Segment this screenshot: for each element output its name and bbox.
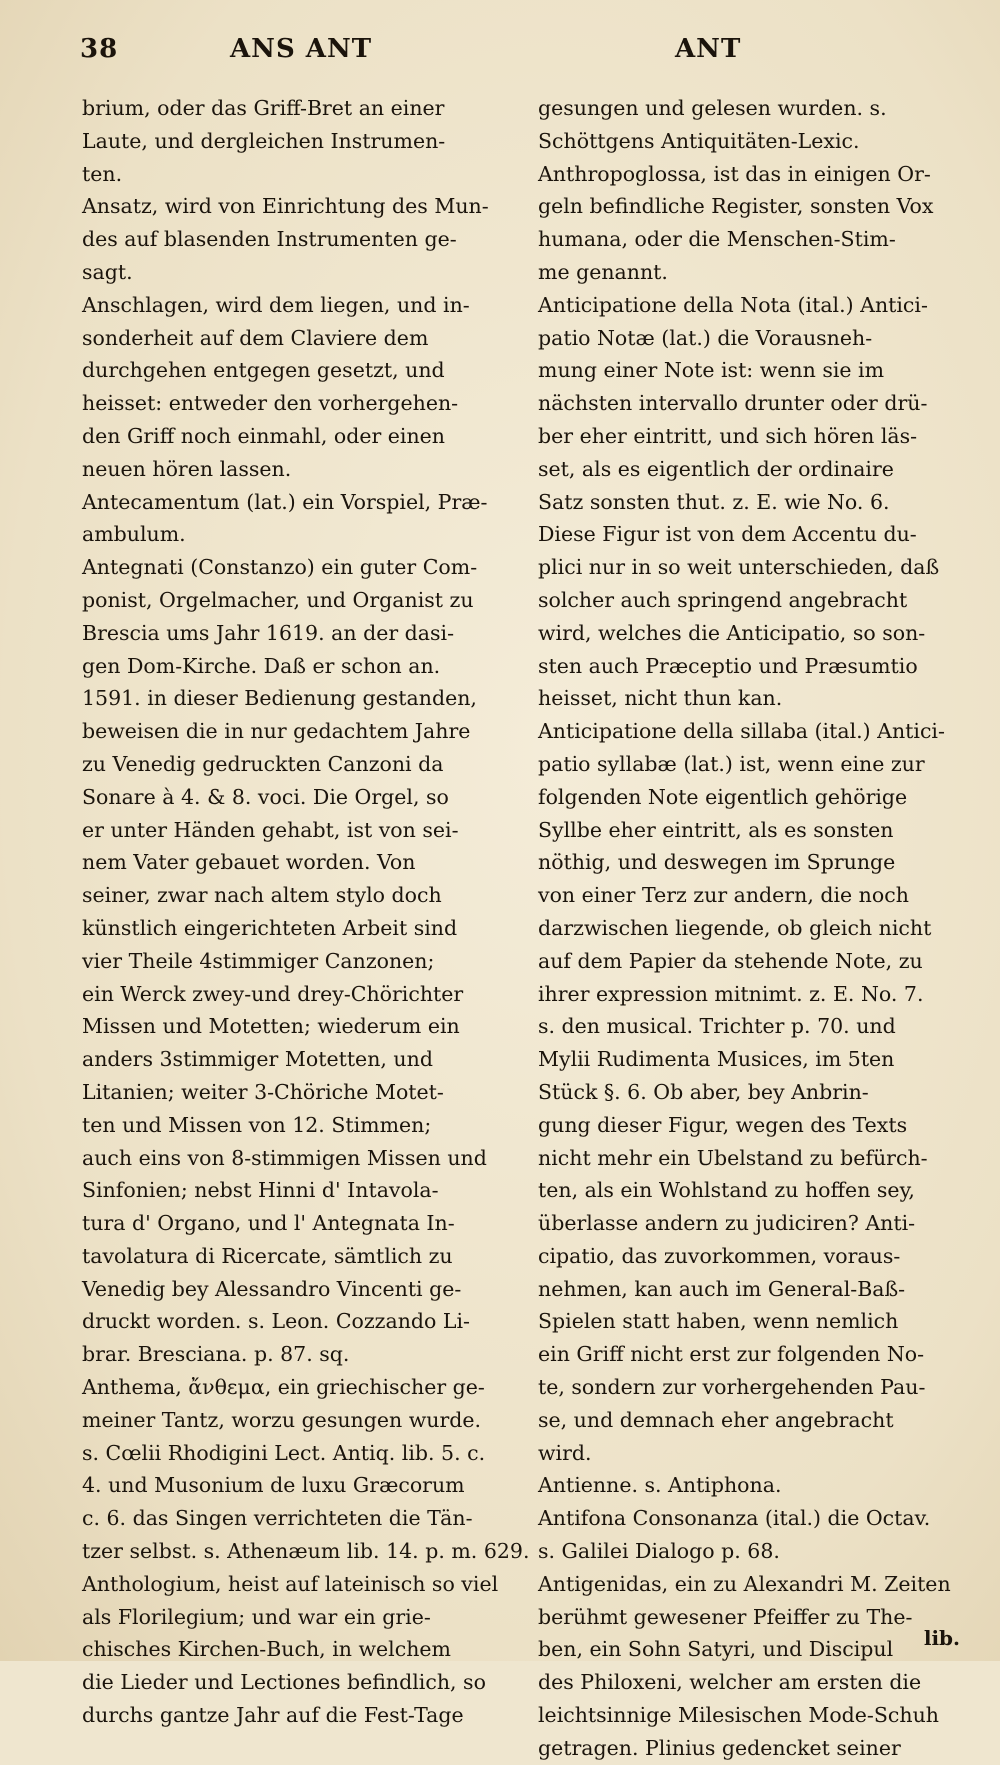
entry-line: 1591. in dieser Bedienung gestanden, bbox=[82, 686, 477, 711]
running-head-right: ANT bbox=[675, 34, 742, 64]
entry-line: seiner, zwar nach altem stylo doch bbox=[82, 883, 442, 908]
entry-line: ten und Missen von 12. Stimmen; bbox=[82, 1112, 432, 1137]
entry-line: Satz sonsten thut. z. E. wie No. 6. bbox=[538, 489, 890, 514]
entry-line: Mylii Rudimenta Musices, im 5ten bbox=[538, 1047, 895, 1072]
entry-line: brar. Bresciana. p. 87. sq. bbox=[82, 1342, 350, 1367]
entry-line: s. Cœlii Rhodigini Lect. Antiq. lib. 5. c. bbox=[82, 1440, 486, 1465]
dictionary-entry bbox=[538, 92, 960, 158]
dictionary-entry bbox=[82, 1568, 512, 1732]
dictionary-entry bbox=[538, 158, 960, 289]
running-head-left: ANS ANT bbox=[230, 34, 373, 64]
entry-line: berühmt gewesener Pfeiffer zu The- bbox=[538, 1604, 913, 1629]
dictionary-entry bbox=[538, 1568, 960, 1765]
entry-line: solcher auch springend angebracht bbox=[538, 587, 908, 612]
dictionary-entry bbox=[82, 92, 512, 190]
entry-line: geln befindliche Register, sonsten Vox bbox=[538, 194, 934, 219]
entry-line: Venedig bey Alessandro Vincenti ge- bbox=[82, 1276, 462, 1301]
entry-line: Anthologium, heist auf lateinisch so viel bbox=[82, 1571, 499, 1596]
entry-line: te, sondern zur vorhergehenden Pau- bbox=[538, 1375, 926, 1400]
entry-line: s. Galilei Dialogo p. 68. bbox=[538, 1539, 780, 1564]
entry-line: gung dieser Figur, wegen des Texts bbox=[538, 1112, 908, 1137]
entry-line: Litanien; weiter 3-Chöriche Motet- bbox=[82, 1079, 444, 1104]
entry-line: mung einer Note ist: wenn sie im bbox=[538, 358, 885, 383]
entry-line: Anticipatione della Nota (ital.) Antici- bbox=[538, 292, 928, 317]
entry-line: auch eins von 8-stimmigen Missen und bbox=[82, 1145, 487, 1170]
entry-line: 4. und Musonium de luxu Græcorum bbox=[82, 1473, 465, 1498]
entry-line: nöthig, und deswegen im Sprunge bbox=[538, 850, 896, 875]
entry-line: auf dem Papier da stehende Note, zu bbox=[538, 948, 923, 973]
dictionary-entry bbox=[82, 289, 512, 486]
entry-line: Sinfonien; nebst Hinni d' Intavola- bbox=[82, 1178, 439, 1203]
dictionary-entry bbox=[82, 190, 512, 288]
dictionary-entry bbox=[82, 1371, 530, 1568]
page-number: 38 bbox=[80, 34, 119, 64]
entry-line: sonderheit auf dem Claviere dem bbox=[82, 325, 429, 350]
dictionary-entry bbox=[82, 551, 512, 1371]
entry-line: ten. bbox=[82, 161, 123, 186]
entry-line: Antegnati (Constanzo) ein guter Com- bbox=[82, 555, 478, 580]
entry-line: überlasse andern zu judiciren? Anti- bbox=[538, 1211, 916, 1236]
entry-line: Antifona Consonanza (ital.) die Octav. bbox=[538, 1506, 931, 1531]
entry-line: gesungen und gelesen wurden. s. bbox=[538, 96, 887, 120]
entry-line: gen Dom-Kirche. Daß er schon an. bbox=[82, 653, 441, 678]
entry-line: sagt. bbox=[82, 259, 133, 284]
page-header bbox=[80, 34, 940, 74]
entry-line: Antecamentum (lat.) ein Vorspiel, Præ- bbox=[82, 489, 488, 514]
entry-line: durchgehen entgegen gesetzt, und bbox=[82, 358, 445, 383]
catchword: lib. bbox=[923, 1626, 960, 1650]
entry-line: ponist, Orgelmacher, und Organist zu bbox=[82, 587, 474, 612]
entry-line: Laute, und dergleichen Instrumen- bbox=[82, 128, 446, 153]
entry-line: c. 6. das Singen verrichteten die Tän- bbox=[82, 1506, 473, 1531]
entry-line: durchs gantze Jahr auf die Fest-Tage bbox=[82, 1703, 464, 1728]
entry-line: humana, oder die Menschen-Stim- bbox=[538, 227, 896, 252]
entry-line: cipatio, das zuvorkommen, voraus- bbox=[538, 1243, 901, 1268]
entry-line: die Lieder und Lectiones befindlich, so bbox=[82, 1670, 486, 1695]
entry-line: vier Theile 4stimmiger Canzonen; bbox=[82, 948, 435, 973]
entry-line: Stück §. 6. Ob aber, bey Anbrin- bbox=[538, 1079, 869, 1104]
entry-line: tzer selbst. s. Athenæum lib. 14. p. m. 629. bbox=[82, 1539, 530, 1564]
entry-line: zu Venedig gedruckten Canzoni da bbox=[82, 751, 444, 776]
entry-line: ten, als ein Wohlstand zu hoffen sey, bbox=[538, 1178, 915, 1203]
entry-line: patio syllabæ (lat.) ist, wenn eine zur bbox=[538, 751, 925, 776]
entry-line: anders 3stimmiger Motetten, und bbox=[82, 1047, 433, 1072]
entry-line: Anticipatione della sillaba (ital.) Antici- bbox=[538, 719, 945, 744]
entry-line: künstlich eingerichteten Arbeit sind bbox=[82, 915, 458, 940]
entry-line: Brescia ums Jahr 1619. an der dasi- bbox=[82, 620, 454, 645]
entry-line: als Florilegium; und war ein grie- bbox=[82, 1604, 431, 1629]
entry-line: tavolatura di Ricercate, sämtlich zu bbox=[82, 1243, 453, 1268]
entry-line: wird. bbox=[538, 1440, 592, 1465]
entry-line: ein Griff nicht erst zur folgenden No- bbox=[538, 1342, 925, 1367]
entry-line: nem Vater gebauet worden. Von bbox=[82, 850, 416, 875]
entry-line: Anthropoglossa, ist das in einigen Or- bbox=[538, 161, 931, 186]
entry-line: von einer Terz zur andern, die noch bbox=[538, 883, 909, 908]
entry-line: plici nur in so weit unterschieden, daß bbox=[538, 555, 940, 580]
entry-line: nächsten intervallo drunter oder drü- bbox=[538, 391, 928, 416]
entry-line: Diese Figur ist von dem Accentu du- bbox=[538, 522, 917, 547]
dictionary-entry bbox=[82, 486, 512, 552]
entry-line: sten auch Præceptio und Præsumtio bbox=[538, 653, 918, 678]
entry-line: getragen. Plinius gedencket seiner bbox=[538, 1735, 901, 1760]
entry-line: ber eher eintritt, und sich hören läs- bbox=[538, 423, 918, 448]
dictionary-entry bbox=[538, 1502, 960, 1568]
entry-line: er unter Händen gehabt, ist von sei- bbox=[82, 817, 459, 842]
entry-line: tura d' Organo, und l' Antegnata In- bbox=[82, 1211, 455, 1236]
entry-line: Anthema, ἄνθεμα, ein griechischer ge- bbox=[82, 1375, 485, 1400]
entry-line: Antigenidas, ein zu Alexandri M. Zeiten bbox=[538, 1571, 951, 1596]
entry-line: ihrer expression mitnimt. z. E. No. 7. bbox=[538, 981, 924, 1006]
entry-line: wird, welches die Anticipatio, so son- bbox=[538, 620, 926, 645]
entry-line: Ansatz, wird von Einrichtung des Mun- bbox=[82, 194, 489, 219]
dictionary-entry bbox=[538, 289, 960, 715]
entry-line: meiner Tantz, worzu gesungen wurde. bbox=[82, 1407, 482, 1432]
entry-line: heisset, nicht thun kan. bbox=[538, 686, 783, 711]
dictionary-entry bbox=[538, 1469, 960, 1502]
entry-line: nehmen, kan auch im General-Baß- bbox=[538, 1276, 906, 1301]
entry-line: folgenden Note eigentlich gehörige bbox=[538, 784, 908, 809]
entry-line: ben, ein Sohn Satyri, und Discipul bbox=[538, 1637, 894, 1662]
entry-line: beweisen die in nur gedachtem Jahre bbox=[82, 719, 471, 744]
entry-line: darzwischen liegende, ob gleich nicht bbox=[538, 915, 932, 940]
entry-line: leichtsinnige Milesischen Mode-Schuh bbox=[538, 1703, 939, 1728]
entry-line: set, als es eigentlich der ordinaire bbox=[538, 456, 894, 481]
entry-line: Missen und Motetten; wiederum ein bbox=[82, 1014, 460, 1039]
entry-line: Syllbe eher eintritt, als es sonsten bbox=[538, 817, 894, 842]
entry-line: Spielen statt haben, wenn nemlich bbox=[538, 1309, 899, 1334]
entry-line: nicht mehr ein Ubelstand zu befürch- bbox=[538, 1145, 928, 1170]
dictionary-entry bbox=[538, 715, 960, 1469]
entry-line: ein Werck zwey-und drey-Chörichter bbox=[82, 981, 464, 1006]
entry-line: den Griff noch einmahl, oder einen bbox=[82, 423, 446, 448]
entry-line: ambulum. bbox=[82, 522, 186, 547]
entry-line: Anschlagen, wird dem liegen, und in- bbox=[82, 292, 470, 317]
right-column bbox=[538, 92, 960, 1765]
left-column bbox=[82, 92, 530, 1732]
entry-line: Schöttgens Antiquitäten-Lexic. bbox=[538, 128, 860, 153]
entry-line: Antienne. s. Antiphona. bbox=[538, 1473, 782, 1498]
entry-line: des auf blasenden Instrumenten ge- bbox=[82, 227, 457, 252]
entry-line: me genannt. bbox=[538, 259, 668, 284]
entry-line: druckt worden. s. Leon. Cozzando Li- bbox=[82, 1309, 470, 1334]
entry-line: heisset: entweder den vorhergehen- bbox=[82, 391, 459, 416]
entry-line: des Philoxeni, welcher am ersten die bbox=[538, 1670, 922, 1695]
entry-line: se, und demnach eher angebracht bbox=[538, 1407, 894, 1432]
entry-line: patio Notæ (lat.) die Vorausneh- bbox=[538, 325, 873, 350]
entry-line: Sonare à 4. & 8. voci. Die Orgel, so bbox=[82, 784, 449, 809]
entry-line: brium, oder das Griff-Bret an einer bbox=[82, 96, 445, 120]
entry-line: chisches Kirchen-Buch, in welchem bbox=[82, 1637, 451, 1662]
entry-line: neuen hören lassen. bbox=[82, 456, 292, 481]
entry-line: s. den musical. Trichter p. 70. und bbox=[538, 1014, 896, 1039]
